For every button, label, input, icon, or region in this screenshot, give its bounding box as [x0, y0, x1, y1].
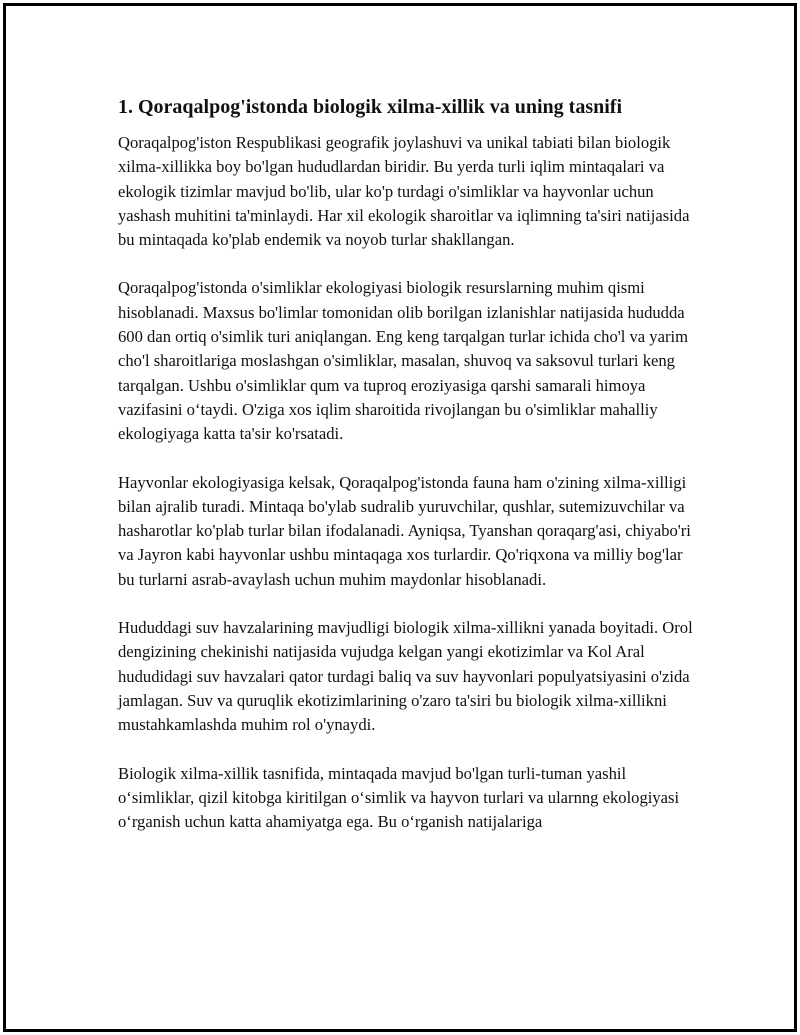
- paragraph-classification: Biologik xilma-xillik tasnifida, mintaqada mavjud bo'lgan turli-tuman yashil o‘simliklar, qizil kitobga kiritilgan o‘simlik va hayvon turlari va ularnng ekologiyasi o‘rganish uchun katta ahamiyatga ega. Bu o‘rganish natijalariga: [118, 763, 680, 832]
- section-title: 1. Qoraqalpog'istonda biologik xilma-xillik va uning tasnifi: [118, 96, 623, 118]
- paragraph-intro: Qoraqalpog'iston Respublikasi geografik joylashuvi va unikal tabiati bilan biologik xilma-xillikka boy bo'lgan hududlardan biridir. Bu yerda turli iqlim mintaqalari va ekologik tizimlar mavjud bo'lib, ular ko'p turdagi o'simliklar va hayvonlar uchun yashash muhitini ta'minlaydi. Har xil ekologik sharoitlar va iqlimning ta'siri natijasida bu mintaqada ko'plab endemik va noyob turlar shakllangan.: [118, 133, 690, 250]
- paragraph-animals: Hayvonlar ekologiyasiga kelsak, Qoraqalpog'istonda fauna ham o'zining xilma-xilligi bilan ajralib turadi. Mintaqa bo'ylab sudralib yuruvchilar, qushlar, sutemizuvchilar va hasharotlar ko'plab turlar bilan ifodalanadi. Ayniqsa, Tyanshan qoraqarg'asi, chiyabo'ri va Jayron kabi hayvonlar ushbu mintaqaga xos turlardir. Qo'riqxona va milliy bog'lar bu turlarni asrab-avaylash uchun muhim maydonlar hisoblanadi.: [118, 472, 691, 589]
- document-body: [118, 94, 693, 858]
- paragraph-plants: Qoraqalpog'istonda o'simliklar ekologiyasi biologik resurslarning muhim qismi hisoblanadi. Maxsus bo'limlar tomonidan olib borilgan izlanishlar natijasida hududda 600 dan ortiq o'simlik turi aniqlangan. Eng keng tarqalgan turlar ichida cho'l va yarim cho'l sharoitlariga moslashgan o'simliklar, masalan, shuvoq va saksovul turlari keng tarqalgan. Ushbu o'simliklar qum va tuproq eroziyasiga qarshi samarali himoya vazifasini o‘taydi. O'ziga xos iqlim sharoitida rivojlangan bu o'simliklar mahalliy ekologiyaga katta ta'sir ko'rsatadi.: [118, 278, 689, 444]
- paragraph-water: Hududdagi suv havzalarining mavjudligi biologik xilma-xillikni yanada boyitadi. Orol dengizining chekinishi natijasida vujudga kelgan yangi ekotizimlar va Kol Aral hududidagi suv havzalari qator turdagi baliq va suv hayvonlari populyatsiyasini o'zida jamlagan. Suv va quruqlik ekotizimlarining o'zaro ta'siri bu biologik xilma-xillikni mustahkamlashda muhim rol o'ynaydi.: [118, 618, 693, 735]
